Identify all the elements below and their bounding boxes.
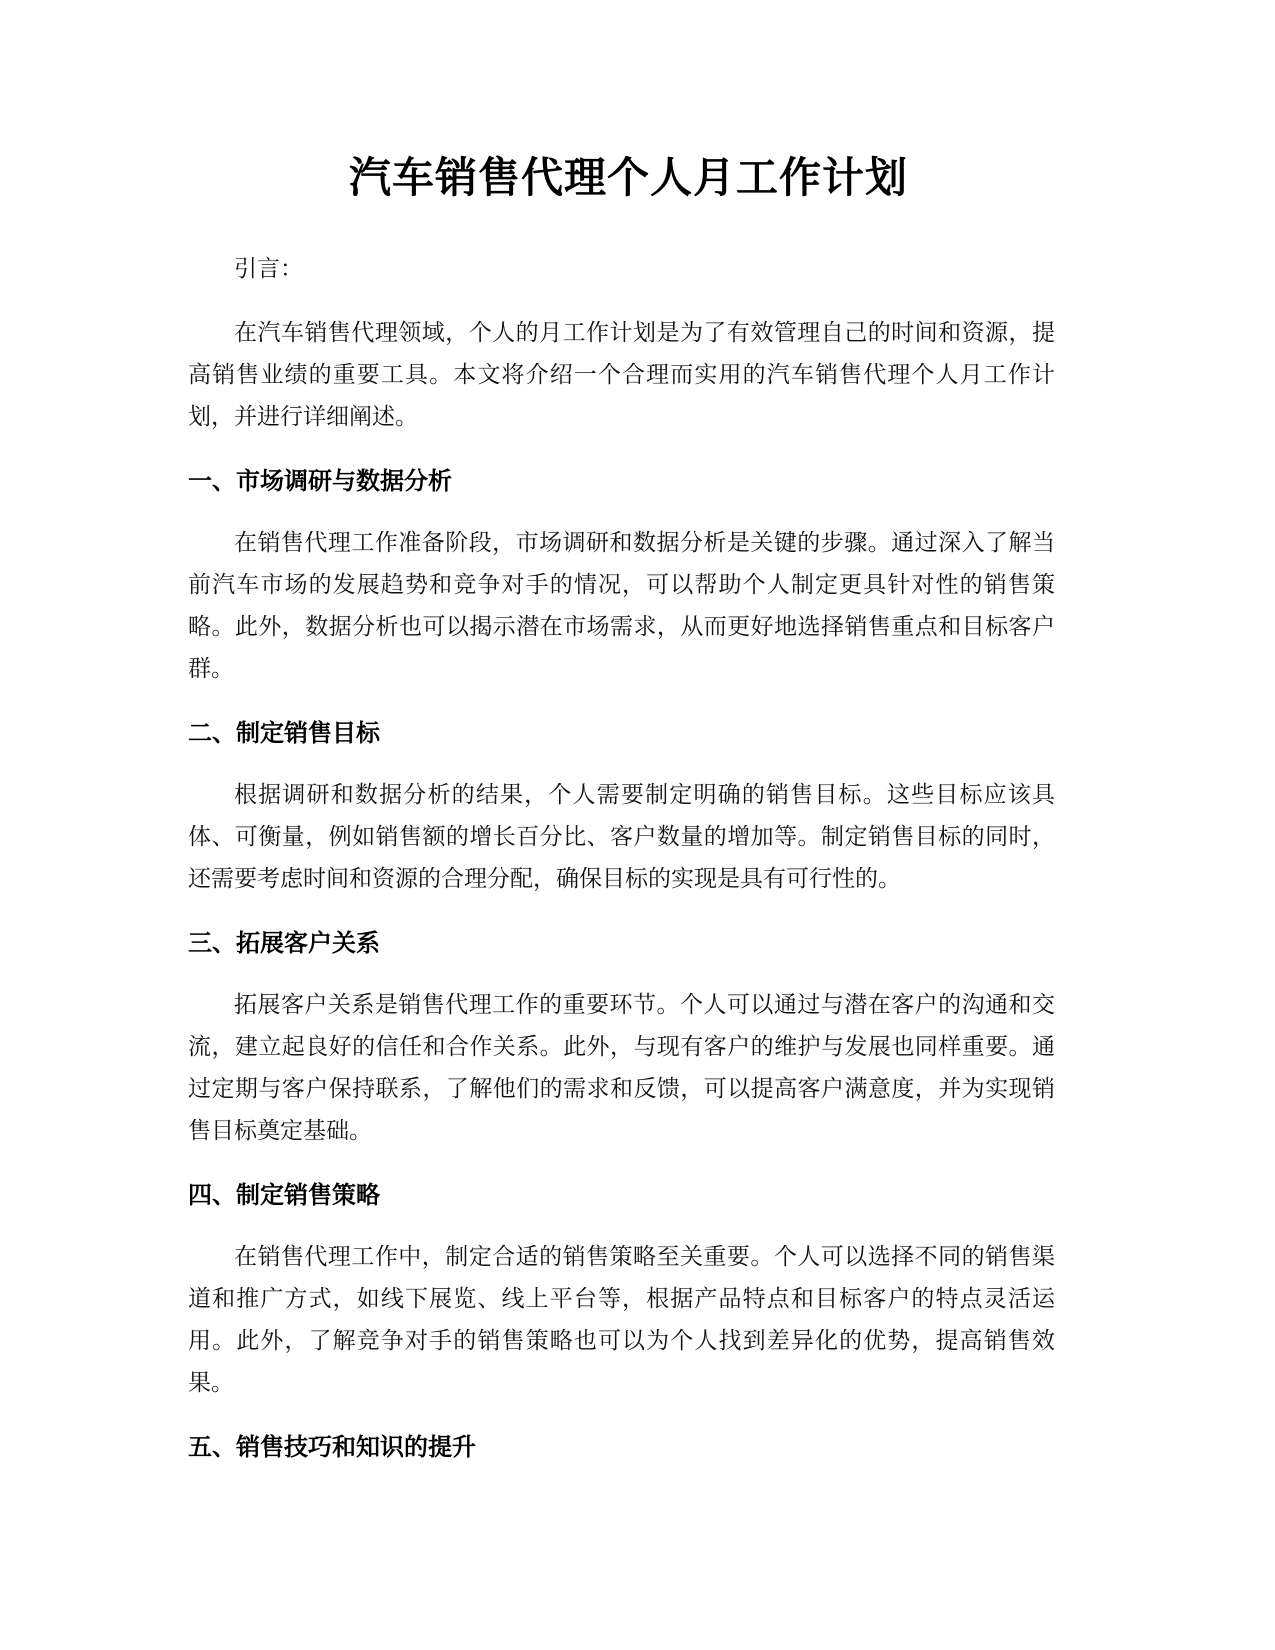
intro-label: 引言： (234, 256, 303, 282)
document-title: 汽车销售代理个人月工作计划 (348, 153, 908, 202)
section-heading-2: 二、制定销售目标 (188, 719, 380, 747)
intro-paragraph: 在汽车销售代理领域，个人的月工作计划是为了有效管理自己的时间和资源，提高销售业绩的重要工具。本文将介绍一个合理而实用的汽车销售代理个人月工作计划，并进行详细阐述。 (188, 320, 1055, 430)
section-paragraph-3: 拓展客户关系是销售代理工作的重要环节。个人可以通过与潜在客户的沟通和交流，建立起良好的信任和合作关系。此外，与现有客户的维护与发展也同样重要。通过定期与客户保持联系，了解他们的需求和反馈，可以提高客户满意度，并为实现销售目标奠定基础。 (188, 992, 1055, 1144)
section-paragraph-2: 根据调研和数据分析的结果，个人需要制定明确的销售目标。这些目标应该具体、可衡量，例如销售额的增长百分比、客户数量的增加等。制定销售目标的同时，还需要考虑时间和资源的合理分配，确保目标的实现是具有可行性的。 (188, 782, 1055, 892)
section-heading-4: 四、制定销售策略 (188, 1181, 380, 1209)
section-heading-3: 三、拓展客户关系 (188, 929, 380, 957)
section-heading-5: 五、销售技巧和知识的提升 (188, 1433, 476, 1461)
section-paragraph-1: 在销售代理工作准备阶段，市场调研和数据分析是关键的步骤。通过深入了解当前汽车市场的发展趋势和竞争对手的情况，可以帮助个人制定更具针对性的销售策略。此外，数据分析也可以揭示潜在市场需求，从而更好地选择销售重点和目标客户群。 (188, 530, 1055, 682)
section-paragraph-4: 在销售代理工作中，制定合适的销售策略至关重要。个人可以选择不同的销售渠道和推广方式，如线下展览、线上平台等，根据产品特点和目标客户的特点灵活运用。此外，了解竞争对手的销售策略也可以为个人找到差异化的优势，提高销售效果。 (188, 1244, 1055, 1396)
section-heading-1: 一、市场调研与数据分析 (188, 467, 452, 495)
